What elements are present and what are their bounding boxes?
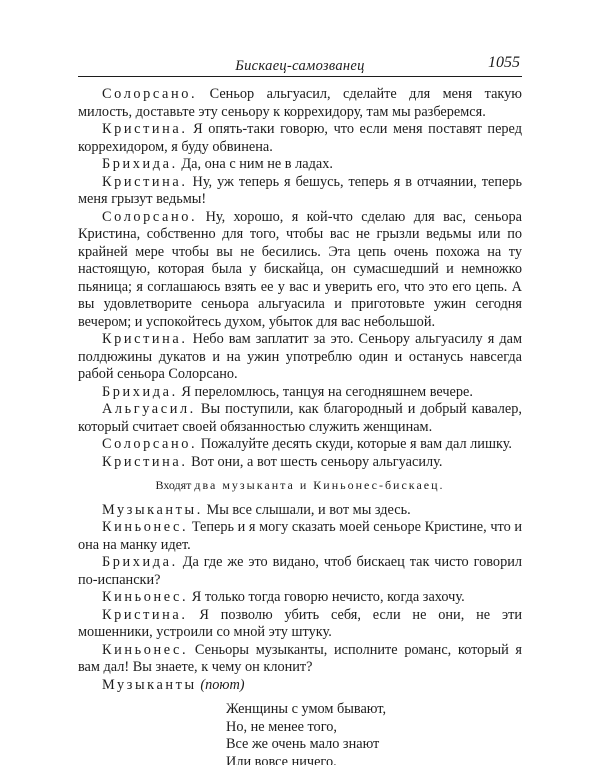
speaker-name: Кристина. (102, 121, 188, 137)
speech-text: Пожалуйте десять скуди, которые я вам дал лишку. (200, 436, 512, 452)
speaker-name: Музыканты. (102, 501, 203, 518)
speaker-name: Кристина. (102, 453, 188, 470)
dialogue-paragraph (78, 519, 522, 554)
verse-line: Все же очень мало знают (226, 736, 380, 752)
speaker-name: Киньонес. (102, 589, 189, 605)
stage-direction-prefix: Входят (155, 478, 192, 492)
stage-note: (поют) (200, 676, 245, 693)
speech-text: Да где же это видано, чтоб бискаец так чисто говорил по-испански? (78, 554, 522, 588)
speech-text: Вот они, а вот шесть сеньору альгуасилу. (191, 453, 443, 470)
dialogue-paragraph (78, 121, 522, 156)
dialogue-paragraph (78, 589, 522, 607)
header-rule (78, 76, 522, 77)
speech-text: Сеньор альгуасил, сделайте для меня такую милость, доставьте эту сеньору к коррехидору, там мы разберемся. (78, 86, 522, 120)
speaker-name: Брихида. (102, 554, 178, 570)
dialogue-paragraph (78, 209, 522, 332)
dialogue-paragraph (78, 174, 522, 209)
speaker-name: Солорсано. (102, 86, 198, 102)
speech-text: Сеньоры музыканты, исполните романс, который я вам дал! Вы знаете, к чему он клонит? (78, 641, 522, 675)
speaker-name: Кристина. (102, 173, 188, 190)
running-header (78, 54, 522, 75)
stage-direction (78, 477, 522, 495)
speaker-name: Музыканты (102, 676, 197, 693)
speaker-name: Киньонес. (102, 519, 189, 535)
dialogue-paragraph (78, 86, 522, 121)
speech-text: Небо вам заплатит за это. Сеньору альгуасилу я дам полдюжины дукатов и на ужин употреблю один и останусь навсегда рабой сеньора Солорсано. (78, 331, 522, 382)
speech-text: Я переломлюсь, танцуя на сегодняшнем вечере. (181, 383, 473, 400)
text-column (78, 86, 522, 765)
speaker-name: Киньонес. (102, 641, 189, 658)
speaker-name: Солорсано. (102, 208, 198, 225)
speaker-name: Кристина. (102, 331, 188, 347)
speaker-name: Кристина. (102, 606, 188, 623)
dialogue-paragraph (78, 436, 522, 454)
dialogue-paragraph (78, 331, 522, 384)
page-number: 1055 (488, 54, 520, 71)
speech-text: Мы все слышали, и вот мы здесь. (206, 501, 411, 518)
dialogue-paragraph (78, 677, 522, 695)
dialogue-paragraph (78, 642, 522, 677)
dialogue-paragraph (78, 607, 522, 642)
verse-line: Но, не менее того, (226, 718, 337, 735)
verse-line: Женщины с умом бывают, (226, 701, 387, 717)
dialogue-paragraph (78, 401, 522, 436)
dialogue-paragraph (78, 454, 522, 472)
speaker-name: Солорсано. (102, 436, 198, 452)
running-title: Бискаец-самозванец (235, 58, 365, 74)
speaker-name: Альгуасил. (102, 401, 196, 417)
speaker-name: Брихида. (102, 383, 178, 400)
dialogue-paragraph (78, 156, 522, 174)
speech-text: Ну, хорошо, я кой-что сделаю для вас, сеньора Кристина, собственно для того, чтобы вас не грызли ведьмы или по крайней мере чтобы вы не бесились. Эта цепь очень похожа на ту настоящую, которая была у бискайца, он сумасшедший и немножко пьяница; я соглашаюсь взять ее у вас и уверить его, что это его цепь. А вы удовлетворите сеньора альгуасила и приготовьте ужин сегодня вечером; и успокойтесь духом, убыток для вас небольшой. (78, 208, 522, 330)
speech-text: Я позволю убить себя, если не они, не эти мошенники, устроили со мной эту штуку. (78, 606, 522, 640)
stage-direction-names: два музыканта и Киньонес-бискаец. (194, 478, 445, 492)
speech-text: Ну, уж теперь я бешусь, теперь я в отчаянии, теперь меня грызут ведьмы! (78, 173, 522, 207)
dialogue-paragraph (78, 554, 522, 589)
speech-text: Да, она с ним не в ладах. (181, 156, 333, 172)
song-verse (226, 701, 522, 765)
dialogue-paragraph (78, 384, 522, 402)
speech-text: Я опять-таки говорю, что если меня поставят перед коррехидором, я буду обвинена. (78, 121, 522, 155)
speaker-name: Брихида. (102, 156, 178, 172)
speech-text: Я только тогда говорю нечисто, когда захочу. (191, 589, 465, 605)
verse-line: Или вовсе ничего. (226, 753, 337, 765)
speech-text: Теперь и я могу сказать моей сеньоре Кристине, что и она на манку идет. (78, 519, 522, 553)
speech-text: Вы поступили, как благородный и добрый кавалер, который считает своей обязанностью служить женщинам. (78, 401, 522, 435)
dialogue-paragraph (78, 502, 522, 520)
